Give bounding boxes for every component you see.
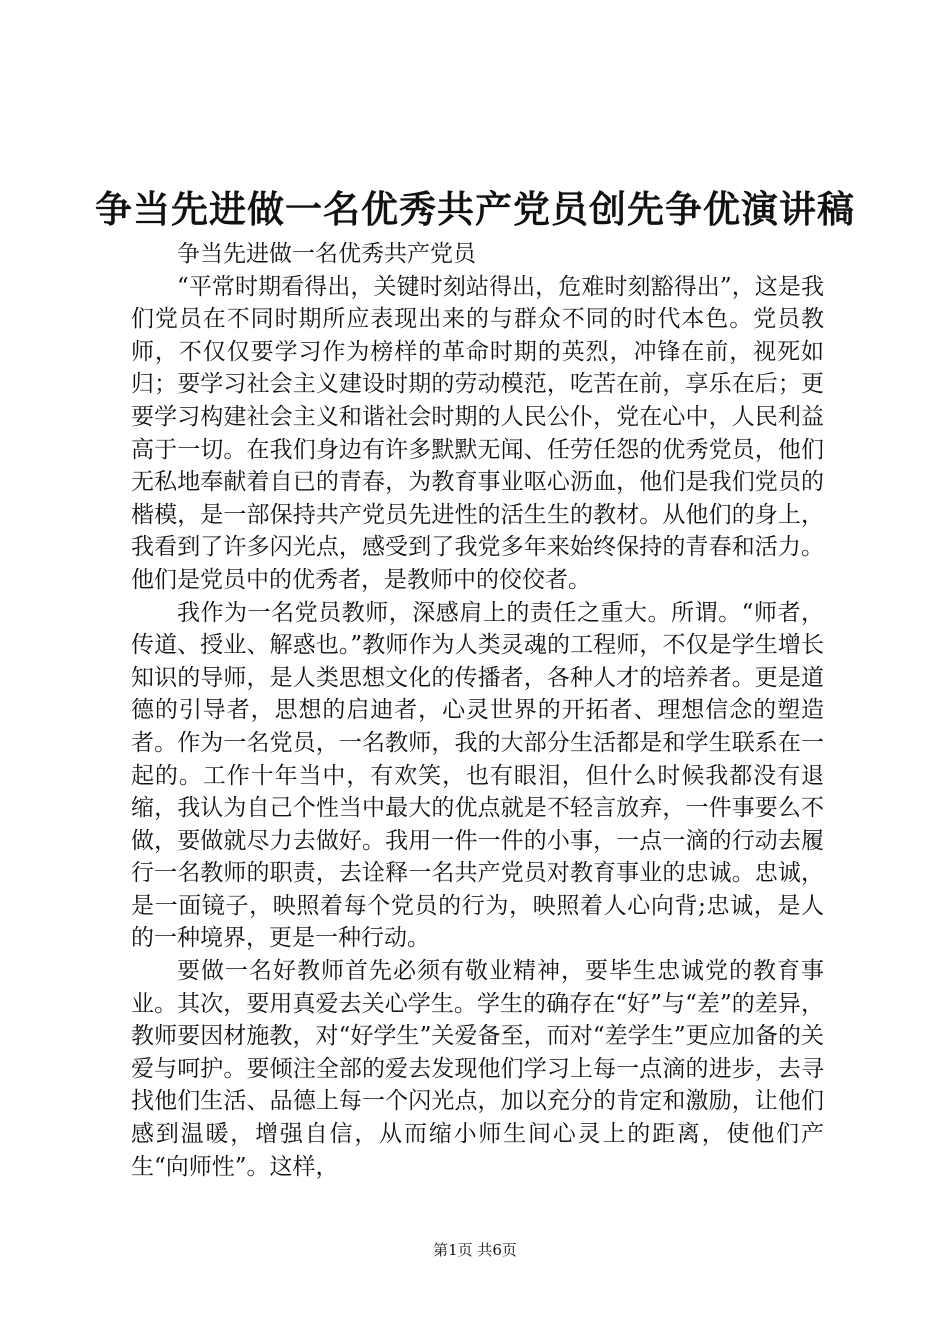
paragraph-3: 要做一名好教师首先必须有敬业精神，要毕生忠诚党的教育事业。其次，要用真爱去关心学生。学生的确存在“好”与“差”的差异，教师要因材施教，对“好学生”关爱备至，而对“差学生”更应加备的关爱与呵护。要倾注全部的爱去发现他们学习上每一点滴的进步，去寻找他们生活、品德上每一个闪光点，加以充分的肯定和激励，让他们感到温暖，增强自信，从而缩小师生间心灵上的距离，使他们产生“向师性”。这样， [131, 958, 824, 1180]
document-body [131, 238, 824, 1183]
paragraph-1: “平常时期看得出，关键时刻站得出，危难时刻豁得出”，这是我们党员在不同时期所应表现出来的与群众不同的时代本色。党员教师，不仅仅要学习作为榜样的革命时期的英烈，冲锋在前，视死如归；要学习社会主义建设时期的劳动模范，吃苦在前，享乐在后；更要学习构建社会主义和谐社会时期的人民公仆，党在心中，人民利益高于一切。在我们身边有许多默默无闻、任劳任怨的优秀党员，他们无私地奉献着自已的青春，为教育事业呕心沥血，他们是我们党员的楷模，是一部保持共产党员先进性的活生生的教材。从他们的身上，我看到了许多闪光点，感受到了我党多年来始终保持的青春和活力。他们是党员中的优秀者，是教师中的佼佼者。 [131, 273, 824, 593]
page-number: 第1页 共6页 [433, 1241, 517, 1259]
paragraph-2: 我作为一名党员教师，深感肩上的责任之重大。所谓。“师者，传道、授业、解惑也。”教师作为人类灵魂的工程师，不仅是学生增长知识的导师，是人类思想文化的传播者，各种人才的培养者。更是道德的引导者，思想的启迪者，心灵世界的开拓者、理想信念的塑造者。作为一名党员，一名教师，我的大部分生活都是和学生联系在一起的。工作十年当中，有欢笑，也有眼泪，但什么时候我都没有退缩，我认为自己个性当中最大的优点就是不轻言放弃，一件事要么不做，要做就尽力去做好。我用一件一件的小事，一点一滴的行动去履行一名教师的职责，去诠释一名共产党员对教育事业的忠诚。忠诚，是一面镜子，映照着每个党员的行为，映照着人心向背;忠诚，是人的一种境界，更是一种行动。 [131, 599, 824, 952]
page-footer [0, 1240, 950, 1260]
document-title: 争当先进做一名优秀共产党员创先争优演讲稿 [95, 187, 855, 231]
document-subtitle: 争当先进做一名优秀共产党员 [177, 241, 476, 267]
